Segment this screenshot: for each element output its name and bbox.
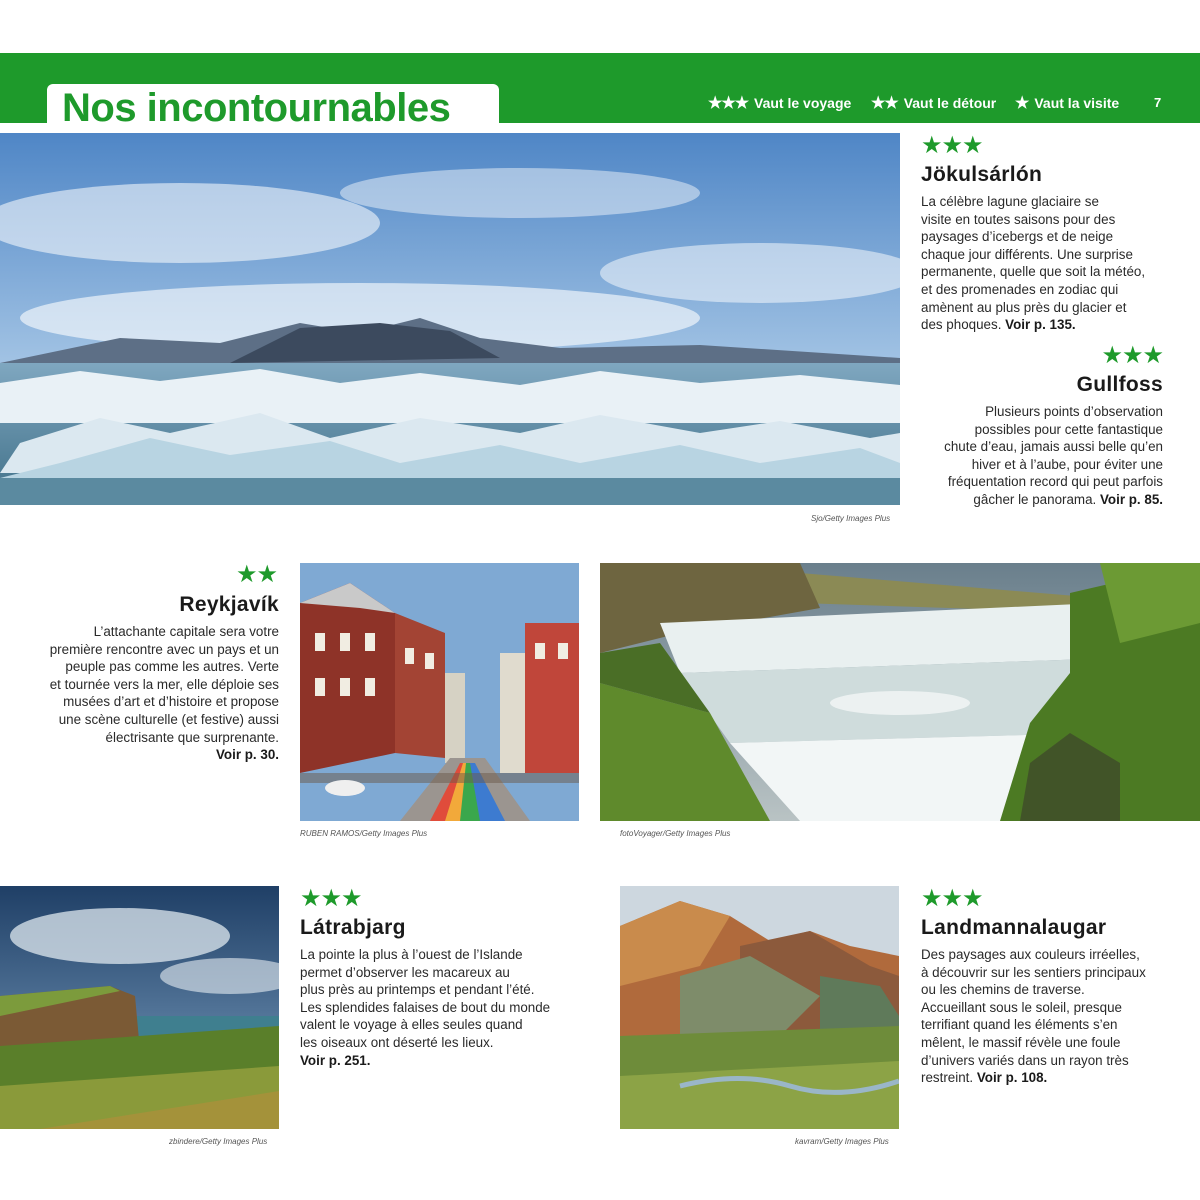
rating-stars-icon: ★★★ (921, 132, 983, 159)
site-title: Látrabjarg (300, 916, 406, 939)
three-stars-icon: ★★★ (708, 95, 749, 112)
reykjavik-photo (300, 563, 579, 821)
site-title: Reykjavík (179, 593, 279, 616)
page-reference: Voir p. 108. (976, 1070, 1048, 1086)
site-description: La pointe la plus à l’ouest de l’Islande permet d’observer les macareux au plus près au printemps et pendant l’été. Les splendides falaises de bout du monde valent le voyage à elles seules quand les oiseaux ont déserté les lieux. Voir p. 251. (300, 947, 551, 1068)
legend-label: Vaut le voyage (754, 95, 852, 111)
site-title: Landmannalaugar (921, 916, 1107, 939)
legend-item-voyage (708, 93, 851, 113)
photo-credit: Sjo/Getty Images Plus (811, 514, 891, 523)
site-description: Plusieurs points d’observation possibles pour cette fantastique chute d’eau, jamais aussi belle qu’en hiver et à l’aube, pour éviter une fréquentation record qui peut parfois gâcher le panorama. Voir p. 85. (944, 404, 1163, 507)
page-reference: Voir p. 251. (300, 1052, 371, 1068)
rating-stars-icon: ★★★ (921, 885, 983, 912)
legend-label: Vaut le détour (903, 95, 997, 111)
site-description: La célèbre lagune glaciaire se visite en toutes saisons pour des paysages d’icebergs et de neige chaque jour différents. Une surprise permanente, quelle que soit la météo, et des promenades en zodiac qui amènent au plus près du glacier et des phoques. Voir p. 135. (921, 194, 1146, 333)
legend-item-detour (871, 93, 996, 113)
legend-item-visite (1015, 93, 1119, 113)
site-title: Gullfoss (1076, 373, 1163, 396)
page-number: 7 (1154, 95, 1162, 110)
legend-label: Vaut la visite (1034, 95, 1120, 111)
landmannalaugar-photo (620, 886, 899, 1129)
photo-credit: fotoVoyager/Getty Images Plus (620, 829, 731, 838)
photo-credit: RUBEN RAMOS/Getty Images Plus (300, 829, 428, 838)
page-reference: Voir p. 135. (1005, 317, 1076, 333)
rating-stars-icon: ★★★ (300, 885, 362, 912)
site-description: L’attachante capitale sera votre première rencontre avec un pays et un peuple pas comme les autres. Verte et tournée vers la mer, elle déploie ses musées d’art et d’histoire et propose une scène culturelle (et festive) aussi électrisante que surprenante. Voir p. 30. (49, 624, 279, 763)
rating-stars-icon: ★★ (235, 561, 277, 588)
star-icon: ★ (1015, 95, 1029, 112)
photo-credit: kavram/Getty Images Plus (795, 1137, 889, 1146)
latrabjarg-photo (0, 886, 279, 1129)
rating-stars-icon: ★★★ (1101, 342, 1163, 369)
jokulsarlon-photo (0, 133, 900, 505)
gullfoss-photo (600, 563, 1200, 821)
page-reference: Voir p. 85. (1099, 491, 1163, 507)
page-reference: Voir p. 30. (215, 747, 279, 763)
two-stars-icon: ★★ (871, 95, 898, 112)
page-title: Nos incontournables (62, 86, 451, 130)
site-title: Jökulsárlón (921, 163, 1043, 186)
photo-credit: zbindere/Getty Images Plus (169, 1137, 268, 1146)
site-description: Des paysages aux couleurs irréelles, à découvrir sur les sentiers principaux ou les chemins de traverse. Accueillant sous le soleil, presque terrifiant quand les éléments s’en mêlent, le massif révèle une foule d’univers variés dans un rayon très restreint. Voir p. 108. (921, 947, 1146, 1086)
